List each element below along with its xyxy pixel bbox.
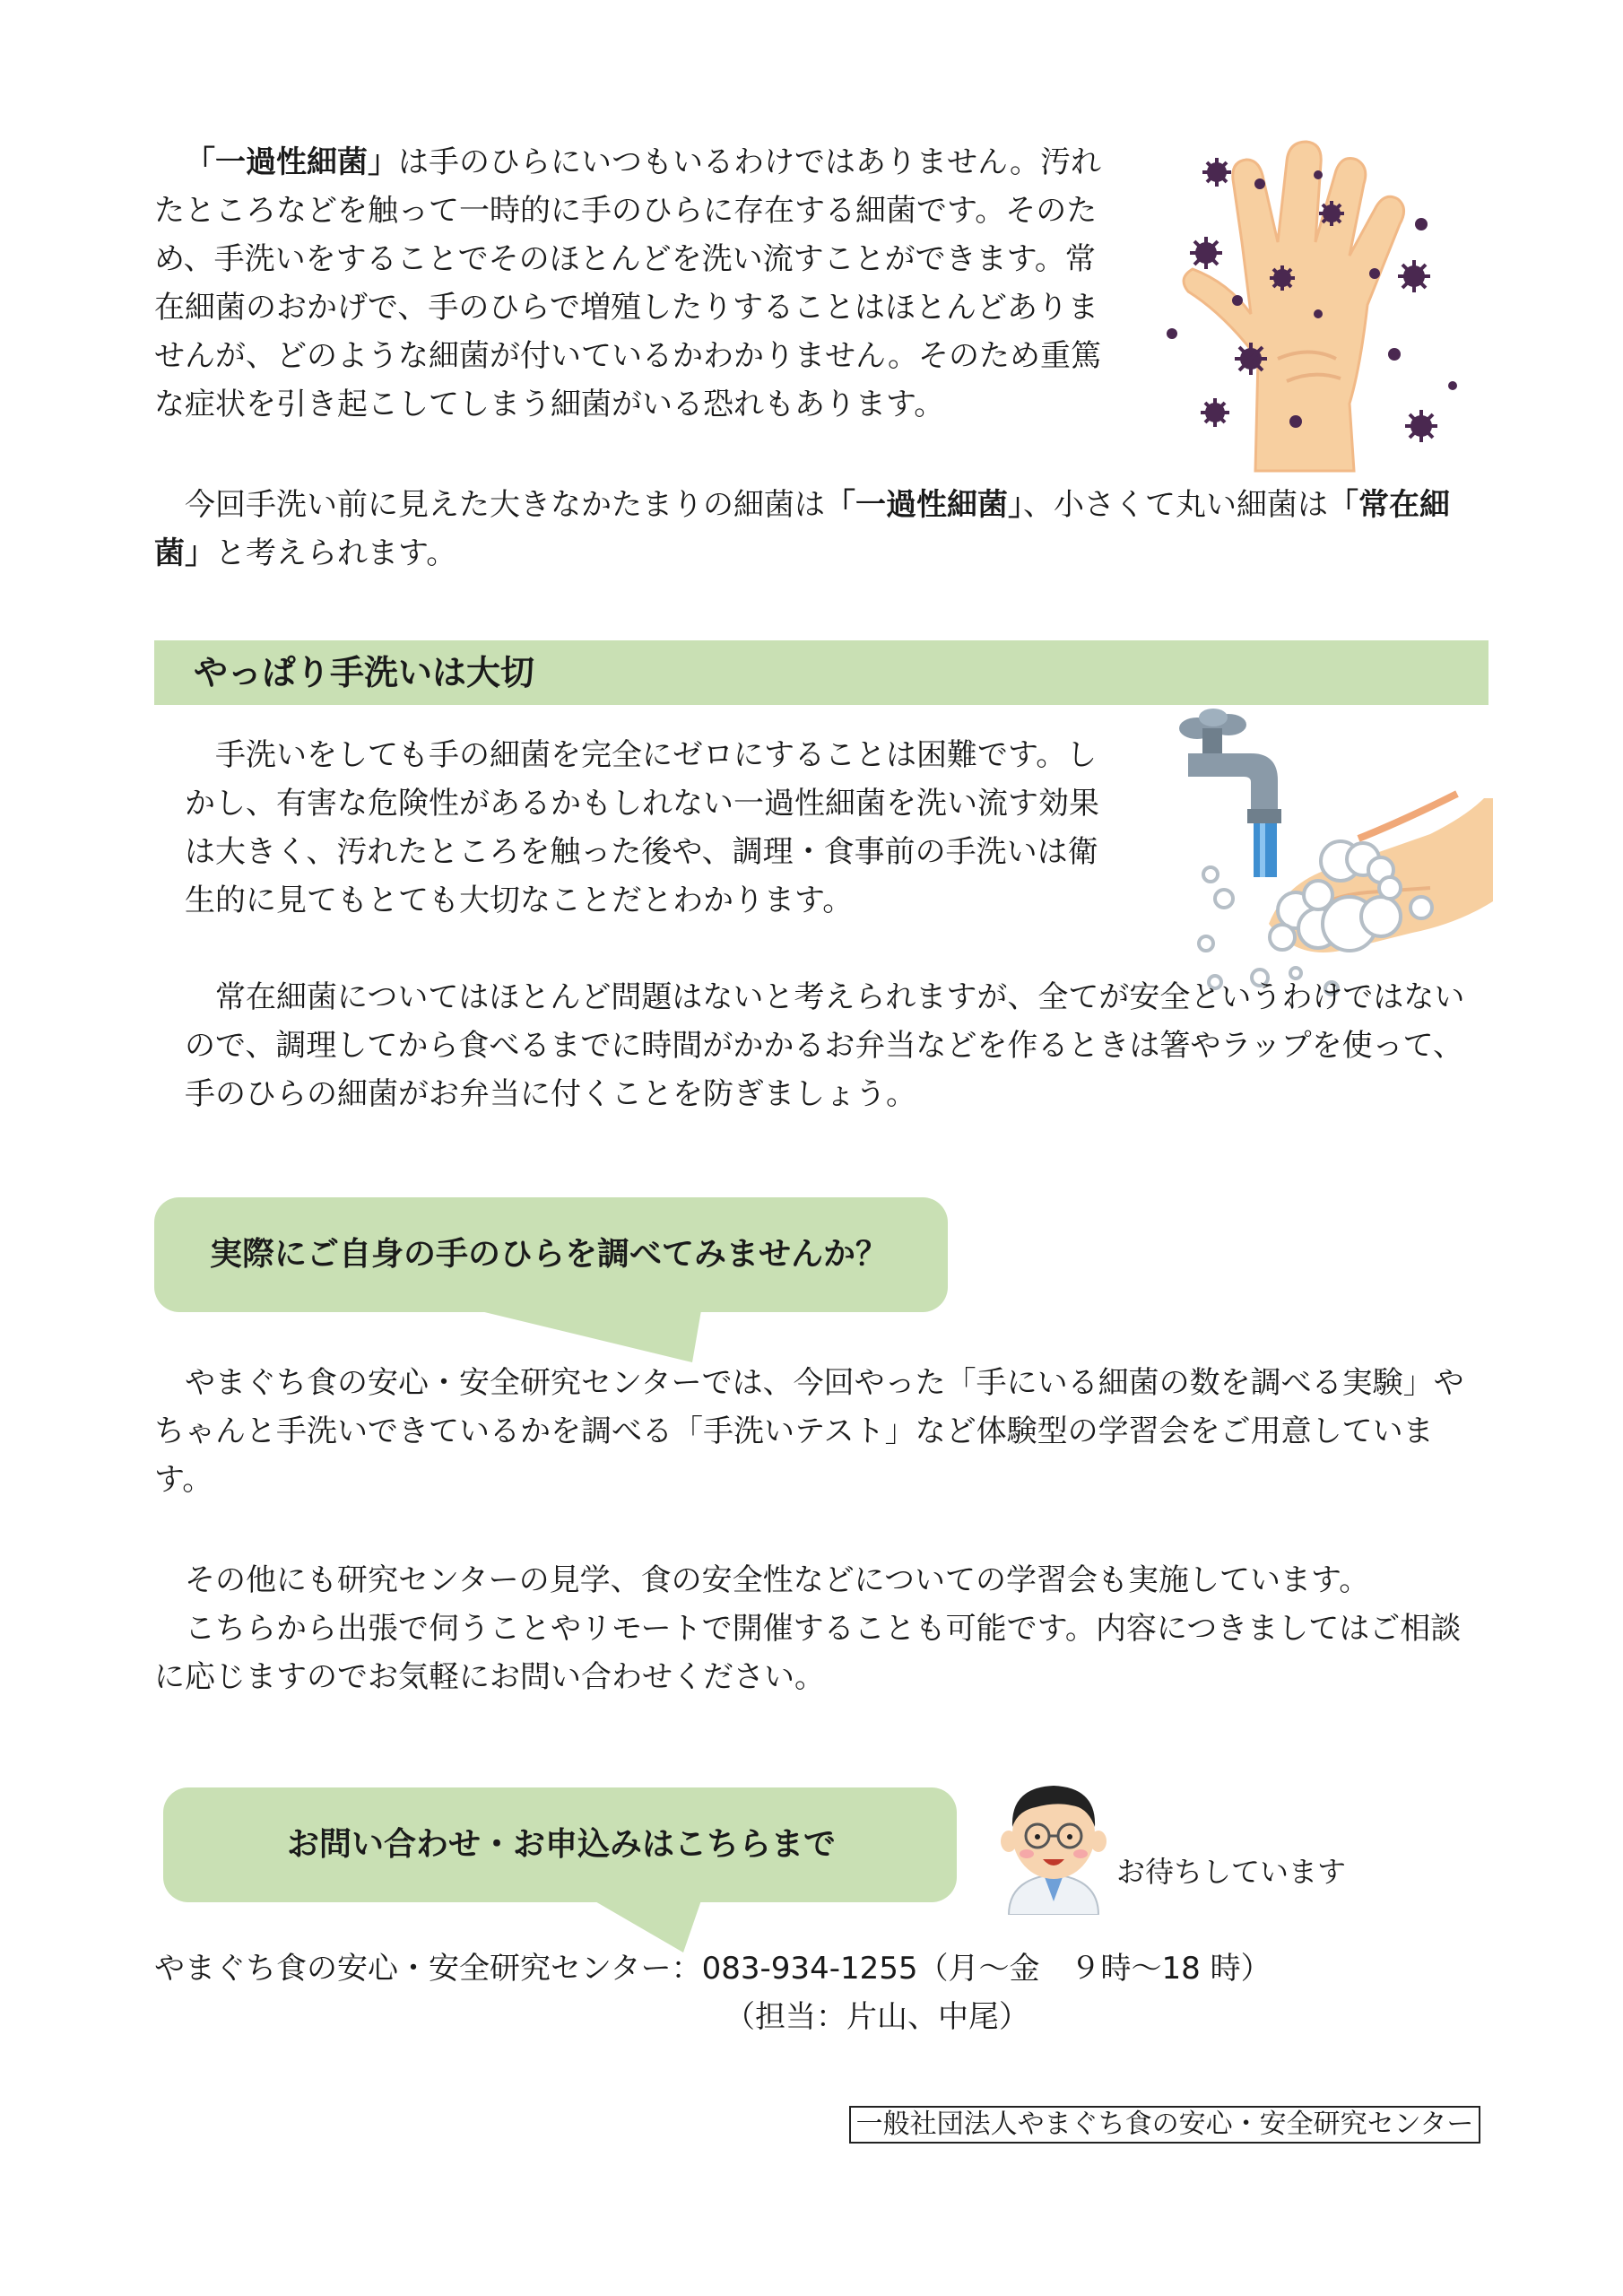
intro-paragraph-1-text: は手のひらにいつもいるわけではありません。汚れたところなどを触って一時的に手のひらに存在する細菌です。そのため、手洗いをすることでそのほとんどを洗い流すことができます。常在細菌のおかげで、手のひらで増殖したりすることはほとんどありませんが、どのような細菌が付いているかわかりません。そのため重篤な症状を引き起こしてしまう細菌がいる恐れもあります。 <box>154 144 1102 422</box>
handwashing-illustration <box>1161 709 1493 1013</box>
handwash-paragraph-1: 手洗いをしても手の細菌を完全にゼロにすることは困難です。しかし、有害な危険性があるかもしれない一過性細菌を洗い流す効果は大きく、汚れたところを触った後や、調理・食事前の手洗いは衛生的に見てもとても大切なことだとわかります。 <box>185 737 1099 918</box>
intro-paragraph-2-part-a: 今回手洗い前に見えた大きなかたまりの細菌は <box>185 487 825 523</box>
intro-paragraph-2-part-d: と考えられます。 <box>215 535 457 571</box>
resident-bacteria-term: 「常在細菌」 <box>154 487 1450 571</box>
section-heading: やっぱり手洗いは大切 <box>194 653 535 692</box>
info-paragraph-1: やまぐち食の安心・安全研究センターでは、今回やった「手にいる細菌の数を調べる実験」やちゃんと手洗いできているかを調べる「手洗いテスト」など体験型の学習会をご用意しています。 <box>154 1365 1464 1498</box>
intro-paragraph-2 <box>154 481 1488 578</box>
intro-paragraph-2-part-c: 、小さくて丸い細菌は <box>1023 487 1328 523</box>
hand-germs-illustration <box>1152 135 1484 475</box>
contact-line: やまぐち食の安心・安全研究センター：083-934-1255（月～金 ９時～18 時） <box>154 1951 1271 1987</box>
contact-staff: （担当：片山、中尾） <box>725 1999 1029 2035</box>
callout-bubble-2 <box>163 1787 957 1902</box>
section-heading-bar <box>154 640 1488 705</box>
handwash-paragraph-2: 常在細菌についてはほとんど問題はないと考えられますが、全てが安全というわけではないので、調理してから食べるまでに時間がかかるお弁当などを作るときは箸やラップを使って、手のひらの細菌がお弁当に付くことを防ぎましょう。 <box>185 979 1465 1112</box>
callout-tail <box>477 1310 701 1364</box>
transient-bacteria-term-2: 「一過性細菌」 <box>825 487 1023 523</box>
staff-avatar <box>991 1771 1116 1915</box>
callout-text-1: 実際にご自身の手のひらを調べてみませんか？ <box>210 1236 889 1273</box>
callout-text-2: お問い合わせ・お申込みはこちらまで <box>287 1826 837 1863</box>
intro-paragraph-1 <box>154 138 1114 429</box>
callout-bubble-1 <box>154 1197 948 1312</box>
footer-organization: 一般社団法人やまぐち食の安心・安全研究センター <box>849 2106 1480 2144</box>
info-paragraph-3: こちらから出張で伺うことやリモートで開催することも可能です。内容につきましてはご相談に応じますのでお気軽にお問い合わせください。 <box>154 1611 1462 1695</box>
transient-bacteria-term: 「一過性細菌」 <box>185 144 398 180</box>
waiting-message: お待ちしています <box>1116 1855 1347 1889</box>
info-paragraph-2: その他にも研究センターの見学、食の安全性などについての学習会も実施しています。 <box>185 1562 1370 1598</box>
